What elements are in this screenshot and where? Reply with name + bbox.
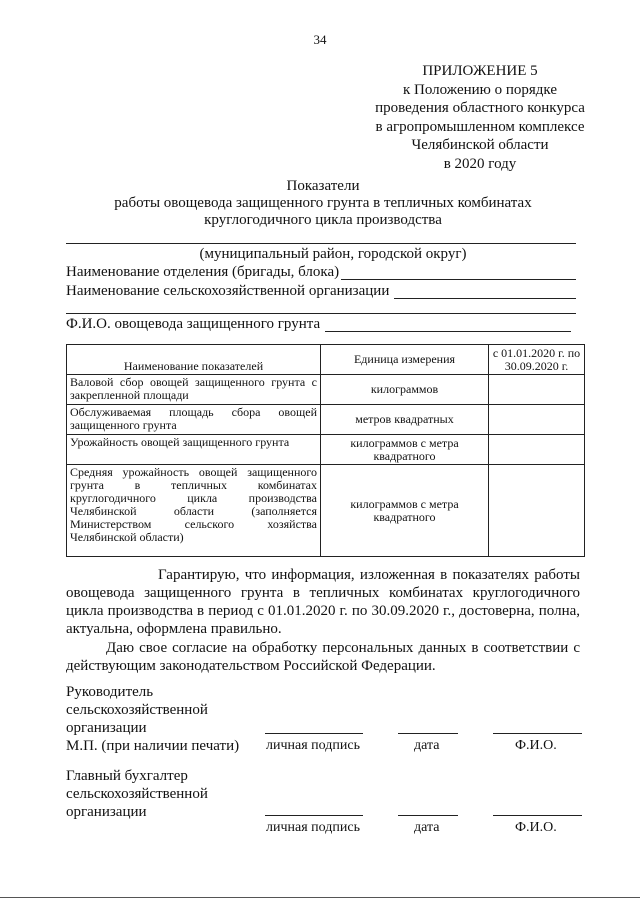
header-unit: Единица измерения — [321, 345, 489, 375]
head-line: М.П. (при наличии печати) — [66, 738, 240, 754]
indicators-table — [66, 344, 585, 557]
header-period: с 01.01.2020 г. по 30.09.2020 г. — [489, 345, 585, 375]
head-line: организации — [66, 720, 147, 736]
head-fio-blank[interactable] — [493, 733, 582, 734]
appendix-line: проведения областного конкурса — [375, 100, 585, 116]
document-title — [70, 178, 576, 229]
row-indicator-name: Средняя урожайность овощей защищенного грунта в тепличных комбинатах круглогодичного цикла производства Челябинской области (заполняется Министерством сельского хозяйства Челябинской области) — [67, 465, 321, 557]
accountant-signature-label: личная подпись — [266, 820, 360, 835]
title-line: работы овощевода защищенного грунта в тепличных комбинатах — [114, 195, 532, 211]
head-signature-blank[interactable] — [265, 733, 363, 734]
appendix-header — [345, 62, 615, 173]
head-signature-label: личная подпись — [266, 738, 360, 753]
table-row — [67, 405, 585, 435]
row-value-cell[interactable] — [489, 465, 585, 557]
row-unit: метров квадратных — [321, 405, 489, 435]
appendix-line: Челябинской области — [411, 137, 549, 153]
page-bottom-edge — [0, 897, 640, 898]
title-line: круглогодичного цикла производства — [204, 212, 442, 228]
table-row — [67, 435, 585, 465]
guarantee-paragraph: Гарантирую, что информация, изложенная в показателях работы овощевода защищенного грунта в тепличных комбинатах круглогодичного цикла производства в период с 01.01.2020 г. по 30.09.2020 г., достоверна, полна, актуальна, оформлена правильно. — [66, 567, 580, 637]
district-line — [66, 243, 576, 244]
table-row — [67, 375, 585, 405]
accountant-date-blank[interactable] — [398, 815, 458, 816]
accountant-date-label: дата — [414, 820, 440, 835]
accountant-signature-block — [66, 767, 208, 821]
appendix-line: ПРИЛОЖЕНИЕ 5 — [422, 63, 538, 79]
accountant-line: организации — [66, 804, 147, 820]
accountant-fio-label: Ф.И.О. — [515, 820, 557, 835]
appendix-line: в 2020 году — [443, 155, 517, 172]
head-date-blank[interactable] — [398, 733, 458, 734]
head-fio-label: Ф.И.О. — [515, 738, 557, 753]
head-line: сельскохозяйственной — [66, 702, 208, 718]
row-indicator-name: Урожайность овощей защищенного грунта — [67, 435, 321, 465]
department-label: Наименование отделения (бригады, блока) — [66, 264, 340, 280]
head-signature-block — [66, 683, 239, 755]
row-value-cell[interactable] — [489, 435, 585, 465]
department-blank[interactable] — [341, 279, 576, 280]
row-unit: килограммов с метра квадратного — [321, 465, 489, 557]
grower-name-label: Ф.И.О. овощевода защищенного грунта — [66, 316, 321, 332]
accountant-signature-blank[interactable] — [265, 815, 363, 816]
head-line: Руководитель — [66, 684, 154, 700]
row-indicator-name: Валовой сбор овощей защищенного грунта с закрепленной площади — [67, 375, 321, 405]
header-indicator-name: Наименование показателей — [67, 345, 321, 375]
accountant-line: сельскохозяйственной — [66, 786, 208, 802]
row-value-cell[interactable] — [489, 375, 585, 405]
appendix-line: к Положению о порядке — [403, 81, 557, 98]
head-date-label: дата — [414, 738, 440, 753]
appendix-line: в агропромышленном комплексе — [375, 118, 585, 135]
accountant-fio-blank[interactable] — [493, 815, 582, 816]
accountant-line: Главный бухгалтер — [66, 768, 188, 784]
extra-blank-line[interactable] — [66, 313, 576, 314]
organization-blank[interactable] — [394, 298, 576, 299]
page-number: 34 — [313, 32, 327, 47]
table-row — [67, 465, 585, 557]
table-header-row — [67, 345, 585, 375]
row-value-cell[interactable] — [489, 405, 585, 435]
grower-name-blank[interactable] — [325, 331, 571, 332]
title-line: Показатели — [286, 178, 360, 194]
row-indicator-name: Обслуживаемая площадь сбора овощей защищенного грунта — [67, 405, 321, 435]
row-unit: килограммов с метра квадратного — [321, 435, 489, 465]
district-caption: (муниципальный район, городской округ) — [199, 246, 467, 262]
organization-label: Наименование сельскохозяйственной организации — [66, 283, 390, 299]
consent-paragraph: Даю свое согласие на обработку персональных данных в соответствии с действующим законодательством Российской Федерации. — [66, 640, 580, 674]
row-unit: килограммов — [321, 375, 489, 405]
